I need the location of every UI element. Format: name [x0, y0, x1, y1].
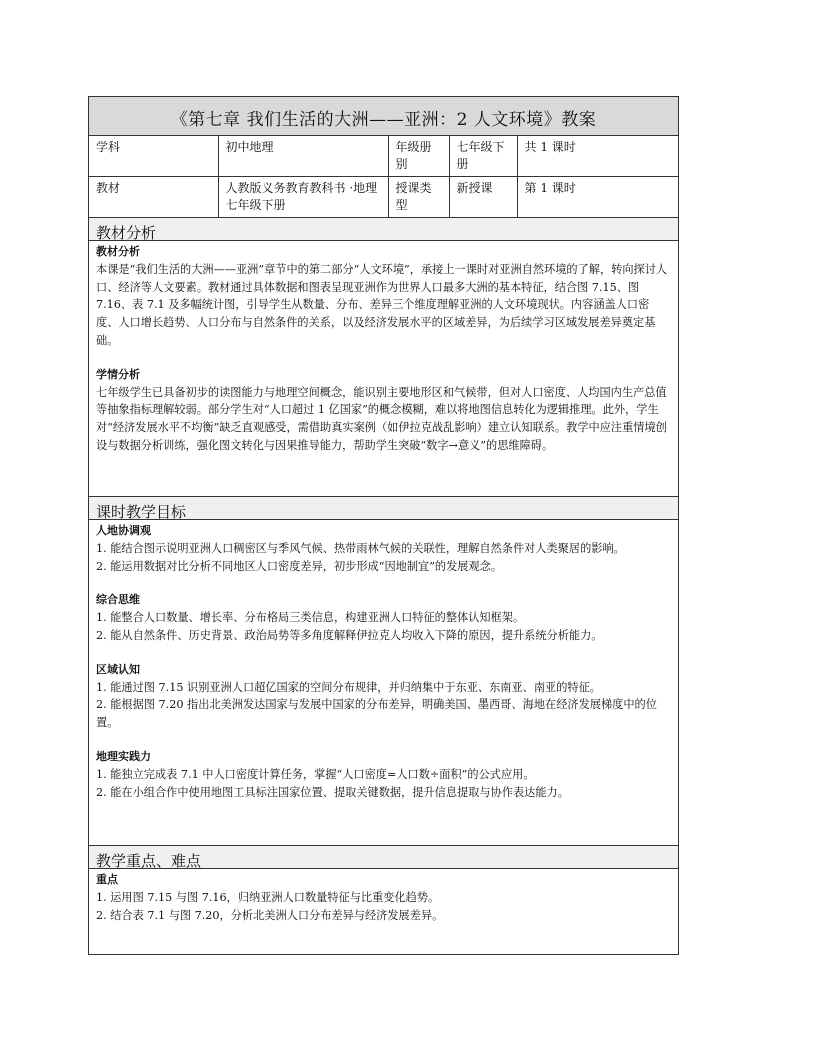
goal-item: 1. 能通过图 7.15 识别亚洲人口超亿国家的空间分布规律，并归纳集中于东亚、东南亚、南亚的特征。 — [96, 680, 601, 694]
textbook-value: 人教版义务教育教科书 ·地理七年级下册 — [218, 177, 388, 218]
lesson-type-value: 新授课 — [449, 177, 517, 218]
grade-label: 年级册别 — [388, 136, 449, 177]
goal-group — [96, 661, 671, 732]
textbook-analysis-subheading: 教材分析 — [96, 245, 140, 258]
goal-item: 1. 能整合人口数量、增长率、分布格局三类信息，构建亚洲人口特征的整体认知框架。 — [96, 611, 525, 625]
goal-item: 2. 能从自然条件、历史背景、政治局势等多角度解释伊拉克人均收入下降的原因，提升系统分析能力。 — [96, 628, 603, 642]
lesson-plan-sheet — [88, 96, 679, 955]
key-point-item: 1. 运用图 7.15 与图 7.16，归纳亚洲人口数量特征与比重变化趋势。 — [96, 890, 440, 904]
goals-body — [89, 520, 678, 846]
goal-group-heading: 地理实践力 — [96, 749, 151, 763]
goal-group-heading: 人地协调观 — [96, 524, 151, 537]
info-row-subject — [89, 136, 678, 177]
goal-group — [96, 591, 671, 644]
textbook-analysis-text: 本课是“我们生活的大洲——亚洲”章节中的第二部分“人文环境”，承接上一课时对亚洲自然环境的了解，转向探讨人口、经济等人文要素。教材通过具体数据和图表呈现亚洲作为世界人口最多大洲的基本特征，结合图 7.15、图 7.16、表 7.1 及多幅统计图，引导学生从数量、分布、差异三个维度理解亚洲的人文环境现状。内容涵盖人口密度、人口增长趋势、人口分布与自然条件的关系，以及经济发展水平的区域差异，为后续学习区域发展差异奠定基础。 — [96, 262, 668, 347]
goals-heading: 课时教学目标 — [89, 497, 678, 520]
student-analysis-subheading: 学情分析 — [96, 367, 140, 381]
info-row-textbook — [89, 177, 678, 218]
subject-value: 初中地理 — [218, 136, 388, 177]
hours-value: 共 1 课时 — [517, 136, 678, 177]
analysis-heading: 教材分析 — [89, 218, 678, 241]
document-title: 《第七章 我们生活的大洲——亚洲：2 人文环境》教案 — [89, 97, 678, 136]
analysis-body — [89, 241, 678, 497]
goal-group-heading: 区域认知 — [96, 662, 140, 676]
goal-item: 1. 能结合图示说明亚洲人口稠密区与季风气候、热带雨林气候的关联性，理解自然条件对人类聚居的影响。 — [96, 541, 625, 555]
goal-item: 2. 能根据图 7.20 指出北美洲发达国家与发展中国家的分布差异，明确美国、墨西哥、海地在经济发展梯度中的位置。 — [96, 698, 657, 730]
key-points-heading: 教学重点、难点 — [89, 846, 678, 869]
goal-item: 2. 能运用数据对比分析不同地区人口密度差异，初步形成“因地制宜”的发展观念。 — [96, 559, 503, 573]
goal-group — [96, 522, 671, 575]
lesson-no-value: 第 1 课时 — [517, 177, 678, 218]
goal-group-heading: 综合思维 — [96, 593, 140, 607]
grade-value: 七年级下册 — [449, 136, 517, 177]
key-points-subheading: 重点 — [96, 873, 118, 886]
info-table — [89, 136, 678, 218]
textbook-label: 教材 — [89, 177, 218, 218]
subject-label: 学科 — [89, 136, 218, 177]
lesson-type-label: 授课类型 — [388, 177, 449, 218]
key-points-body — [89, 869, 678, 927]
student-analysis-text: 七年级学生已具备初步的读图能力与地理空间概念，能识别主要地形区和气候带，但对人口密度、人均国内生产总值等抽象指标理解较弱。部分学生对“人口超过 1 亿国家”的概念模糊，难以将地图信息转化为逻辑推理。此外，学生对“经济发展水平不均衡”缺乏直观感受，需借助真实案例（如伊拉克战乱影响）建立认知联系。教学中应注重情境创设与数据分析训练，强化图文转化与因果推导能力，帮助学生突破“数字→意义”的思维障碍。 — [96, 385, 667, 452]
key-point-item: 2. 结合表 7.1 与图 7.20，分析北美洲人口分布差异与经济发展差异。 — [96, 908, 444, 922]
goal-item: 1. 能独立完成表 7.1 中人口密度计算任务，掌握“人口密度=人口数÷面积”的公式应用。 — [96, 767, 535, 781]
goal-item: 2. 能在小组合作中使用地图工具标注国家位置、提取关键数据，提升信息提取与协作表达能力。 — [96, 785, 569, 799]
goal-group — [96, 748, 671, 801]
